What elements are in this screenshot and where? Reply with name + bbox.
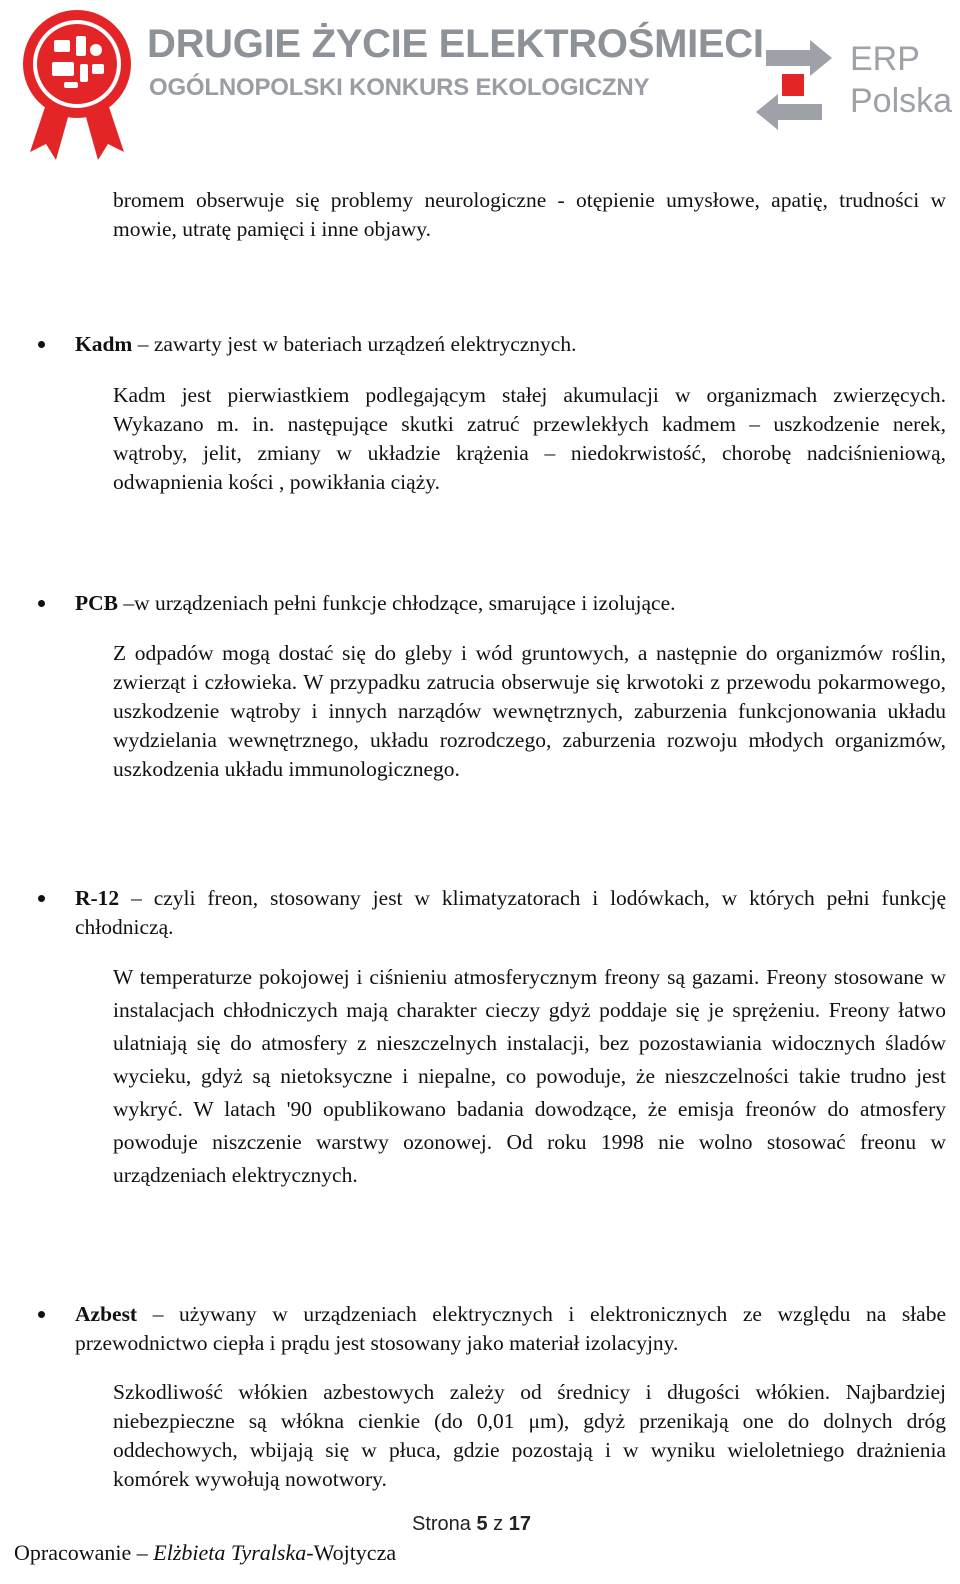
list-item-detail: Z odpadów mogą dostać się do gleby i wód gruntowych, a następnie do organizmów roślin, zwierząt i człowieka. W przypadku zatrucia obserwuje się krwotoki z przewodu pokarmowego, uszkodzenie wątroby i innych narządów wewnętrznych, zaburzenia funkcjonowania układu wydzielania wewnętrznego, układu rozrodczego, zaburzenia rozwoju młodych organizmów, uszkodzenia układu immunologicznego. — [113, 641, 946, 781]
page-number-total: 17 — [508, 1513, 531, 1535]
brand-subtitle: OGÓLNOPOLSKI KONKURS EKOLOGICZNY — [149, 74, 650, 101]
list-item-detail: W temperaturze pokojowej i ciśnieniu atmosferycznym freony są gazami. Freony stosowane w instalacjach chłodniczych mają charakter cieczy gdyż poddaje się je sprężeniu. Freony łatwo ulatniają się do atmosfery z nieszczelnych instalacji, bez pozostawiania widocznych śladów wycieku, gdyż są nietoksyczne i niepalne, co powoduje, że nieszczelności takie trudno jest wykryć. W latach '90 opublikowano badania dowodzące, że emisja freonów do atmosfery powoduje niszczenie warstwy ozonowej. Od roku 1998 nie wolno stosować freonu w urządzeniach elektrycznych. — [113, 965, 946, 1187]
erp-recycle-logo-icon — [752, 40, 836, 130]
erp-brand-text — [850, 38, 952, 122]
list-item-lead: – używany w urządzeniach elektrycznych i elektronicznych ze względu na słabe przewodnictwo ciepła i prądu jest stosowany jako materiał izolacyjny. — [75, 1302, 946, 1355]
page-number-current: 5 — [476, 1513, 488, 1535]
page-number-separator: z — [487, 1513, 509, 1535]
bullet-icon — [38, 895, 45, 902]
list-item-heading — [75, 589, 946, 618]
erp-line-2: Polska — [850, 82, 953, 120]
page-number — [412, 1513, 531, 1536]
rosette-logo-icon — [18, 6, 136, 162]
list-item-heading — [75, 884, 946, 942]
intro-paragraph: bromem obserwuje się problemy neurologiczne - otępienie umysłowe, apatię, trudności w mowie, utratę pamięci i inne objawy. — [113, 188, 946, 241]
list-item-term: R-12 — [75, 886, 120, 910]
brand-title: DRUGIE ŻYCIE ELEKTROŚMIECI — [147, 22, 764, 66]
list-item-term: Azbest — [75, 1302, 138, 1326]
list-item — [38, 884, 946, 942]
list-item-term: Kadm — [75, 332, 133, 356]
list-item-detail-wrap — [113, 961, 946, 1192]
author-suffix: -Wojtycza — [306, 1540, 397, 1565]
list-item-heading — [75, 330, 946, 359]
list-item-lead: – zawarty jest w bateriach urządzeń elektrycznych. — [132, 332, 577, 356]
page-number-prefix: Strona — [412, 1513, 477, 1535]
list-item-term: PCB — [75, 591, 118, 615]
list-item — [38, 1300, 946, 1358]
page-header — [0, 0, 960, 165]
author-credit — [14, 1540, 396, 1566]
list-item-lead: – czyli freon, stosowany jest w klimatyzatorach i lodówkach, w których pełni funkcję chłodniczą. — [75, 886, 946, 939]
list-item-heading — [75, 1300, 946, 1358]
erp-line-1: ERP — [850, 40, 920, 78]
list-item — [38, 330, 946, 359]
bullet-icon — [38, 600, 45, 607]
author-prefix: Opracowanie – — [14, 1540, 154, 1565]
author-name: Elżbieta Tyralska — [153, 1540, 307, 1565]
bullet-icon — [38, 1311, 45, 1318]
bullet-icon — [38, 341, 45, 348]
list-item-detail: Kadm jest pierwiastkiem podlegającym stałej akumulacji w organizmach zwierzęcych. Wykazano m. in. następujące skutki zatruć przewlekłych kadmem – uszkodzenie nerek, wątroby, jelit, zmiany w układzie krążenia – niedokrwistość, chorobę nadciśnieniową, odwapnienia kości , powikłania ciąży. — [113, 383, 946, 494]
list-item-detail: Szkodliwość włókien azbestowych zależy od średnicy i długości włókien. Najbardziej niebezpieczne są włókna cienkie (do 0,01 μm), gdyż przenikają one do dolnych dróg oddechowych, wbijają się w płuca, gdzie pozostają i w wyniku wieloletniego drażnienia komórek wywołują nowotwory. — [113, 1380, 946, 1491]
list-item-lead: –w urządzeniach pełni funkcje chłodzące, smarujące i izolujące. — [118, 591, 676, 615]
list-item — [38, 589, 946, 618]
